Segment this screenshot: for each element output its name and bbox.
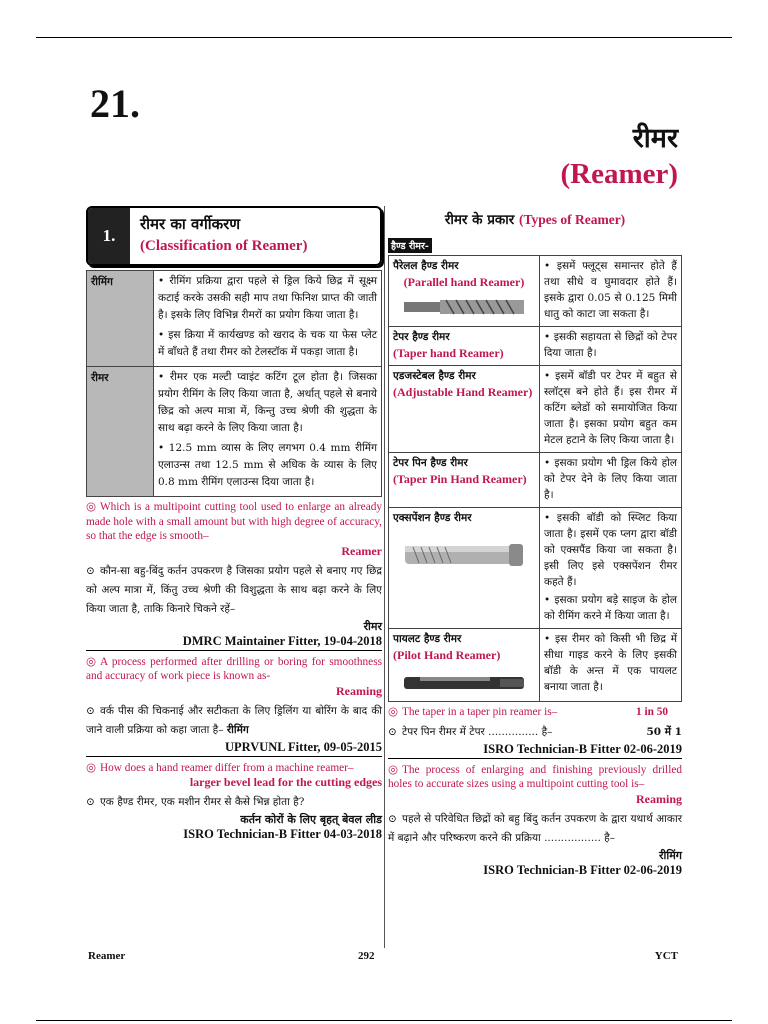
page-number: 292 (358, 950, 375, 962)
reamer-info-cell (540, 508, 682, 629)
reamer-name-cell (389, 508, 540, 629)
reamer-name-cell (389, 629, 540, 702)
question-english: The taper in a taper pin reamer is– (402, 706, 558, 718)
question-hindi: वर्क पीस की चिकनाई और सटीकता के लिए ड्रिलिंग या बोरिंग के बाद की जाने वाली प्रक्रिया को कहा जाता है– (86, 704, 382, 736)
reamer-name-cell (389, 256, 540, 327)
reamer-name-english: (Pilot Hand Reamer) (393, 648, 501, 662)
question-hindi: पहले से परिवेधित छिद्रों को बहु बिंदु कर्तन उपकरण के द्वारा यथार्थ आकार में बढ़ाने और परिष्करण करने की प्रक्रिया ................. है– (388, 812, 682, 844)
question-block (86, 761, 382, 844)
description-cell (154, 271, 382, 367)
reamer-types-table (388, 255, 682, 702)
section-number: 1. (88, 208, 130, 264)
reamer-name-english: (Parallel hand Reamer) (403, 275, 525, 289)
table-row (87, 367, 382, 497)
target-bullet-icon: ◎ (388, 763, 398, 776)
answer-english: Reaming (336, 683, 382, 698)
question-hindi: एक हैण्ड रीमर, एक मशीन रीमर से कैसे भिन्न होता है? (100, 796, 305, 808)
reamer-name-cell (389, 453, 540, 508)
answer-english: 1 in 50 (635, 706, 668, 718)
reamer-name-english: (Taper Pin Hand Reamer) (393, 472, 527, 486)
expansion-reamer-image (399, 532, 529, 580)
parallel-reamer-image (400, 296, 528, 318)
dot-bullet-icon: ⊙ (388, 725, 397, 738)
bullet-point: • इस क्रिया में कार्यखण्ड को खराद के चक या फेस प्लेट में बाँधते हैं तथा रीमर को टेलस्टॉक में पकड़ा जाता है। (158, 329, 377, 358)
footer-publisher: YCT (654, 950, 678, 962)
reamer-name-cell (389, 366, 540, 453)
reamer-name-hindi: एडजस्टेबल हैण्ड रीमर (393, 370, 476, 382)
dot-bullet-icon: ⊙ (388, 812, 397, 825)
classification-table (86, 270, 382, 497)
right-column (388, 206, 682, 883)
table-row (389, 629, 682, 702)
table-row (389, 453, 682, 508)
bullet-point: • इसका प्रयोग बड़े साइज के होल को रीमिंग करने में किया जाता है। (544, 594, 677, 622)
bullet-point: • इसमें फ्लूट्स समान्तर होते हैं तथा सीधे व घुमावदार होते हैं। इसके द्वारा 0.05 से 0.125 मिमी धातु को काटा जा सकता है। (544, 260, 677, 320)
term-cell: रीमर (87, 367, 154, 497)
table-row (389, 327, 682, 366)
reamer-info-cell (540, 327, 682, 366)
question-block (86, 500, 382, 651)
question-block (388, 763, 682, 879)
pilot-reamer-image (400, 669, 528, 695)
column-divider (384, 206, 385, 948)
reamer-name-hindi: पैरेलल हैण्ड रीमर (393, 260, 459, 272)
types-heading-english: (Types of Reamer) (518, 212, 626, 227)
answer-hindi: रीमिंग (226, 723, 249, 736)
question-english: How does a hand reamer differ from a machine reamer– (100, 761, 354, 774)
answer-hindi: रीमिंग (659, 848, 682, 862)
section-title-english: (Classification of Reamer) (140, 238, 308, 254)
left-column (86, 206, 382, 847)
reamer-name-cell (389, 327, 540, 366)
top-rule (36, 37, 732, 38)
table-row (389, 508, 682, 629)
chapter-number: 21. (90, 81, 140, 126)
exam-source: UPRVUNL Fitter, 09-05-2015 (86, 740, 382, 757)
question-block (388, 705, 682, 759)
answer-hindi: कर्तन कोरों के लिए बृहत् बेवल लीड (240, 813, 382, 826)
chapter-title-hindi: रीमर (632, 123, 678, 154)
reamer-name-hindi: पायलट हैण्ड रीमर (393, 633, 462, 645)
question-english: A process performed after drilling or boring for smoothness and accuracy of work piece is known as- (86, 655, 382, 682)
bullet-point: • इसमें बॉडी पर टेपर में बहुत से स्लॉट्स बने होते हैं। इस रीमर में कटिंग ब्लेडों को समायोजित किया जाता है। इसका प्रयोग बहुत कम मेटल हटाने के लिए किया जाता है। (544, 370, 677, 446)
dot-bullet-icon: ⊙ (86, 796, 95, 808)
exam-source: DMRC Maintainer Fitter, 19-04-2018 (86, 634, 382, 651)
exam-source: ISRO Technician-B Fitter 02-06-2019 (388, 742, 682, 759)
bullet-point: • रीमर एक मल्टी प्वाइंट कटिंग टूल होता है। जिसका प्रयोग रीमिंग के लिए किया जाता है, अर्थात् पहले से बनाये छिद्र को अल्प मात्रा में, किन्तु उच्च श्रेणी की शुद्धता के साथ बढ़ा करने के लिए किया जाता है। (158, 371, 377, 434)
reamer-info-cell (540, 453, 682, 508)
exam-source: ISRO Technician-B Fitter 04-03-2018 (183, 827, 382, 841)
question-hindi: टेपर पिन रीमर में टेपर ............... है– (402, 725, 553, 738)
dot-bullet-icon: ⊙ (86, 564, 95, 577)
description-cell (154, 367, 382, 497)
question-english: Which is a multipoint cutting tool used to enlarge an already made hole with a small amount but with high degree of accuracy, so that the edge is smooth– (86, 501, 382, 542)
bullet-point: • इसका प्रयोग भी ड्रिल किये होल को टेपर देने के लिए किया जाता है। (544, 457, 677, 501)
bullet-point: • इसकी सहायता से छिद्रों को टेपर दिया जाता है। (544, 331, 677, 359)
question-english: The process of enlarging and finishing previously drilled holes to accurate sizes using a multipoint cutting tool is– (388, 763, 682, 790)
section-heading (86, 206, 382, 266)
bullet-point: • रीमिंग प्रक्रिया द्वारा पहले से ड्रिल किये छिद्र में सूक्ष्म कटाई करके उसकी सही माप तथा फिनिश प्राप्त की जाती है। इसके लिए विभिन्न रीमरों का प्रयोग किया जाता है। (158, 275, 377, 321)
reamer-name-hindi: टेपर पिन हैण्ड रीमर (393, 457, 468, 469)
hand-reamer-tag: हैण्ड रीमर- (388, 238, 432, 253)
reamer-info-cell (540, 256, 682, 327)
reamer-name-english: (Adjustable Hand Reamer) (393, 385, 533, 399)
table-row (87, 271, 382, 367)
answer-hindi: 50 में 1 (646, 725, 682, 738)
answer-english: larger bevel lead for the cutting edges (189, 775, 382, 789)
target-bullet-icon: ◎ (388, 706, 398, 718)
term-cell: रीमिंग (87, 271, 154, 367)
question-block (86, 655, 382, 757)
table-row (389, 256, 682, 327)
question-hindi: कौन-सा बहु-बिंदु कर्तन उपकरण है जिसका प्रयोग पहले से बनाए गए छिद्र को अल्प मात्रा में, किंतु उच्च श्रेणी की विशुद्धता के साथ बढ़ा करने के लिए किया जाता है, ताकि किनारे चिकने रहें– (86, 564, 382, 615)
section-title-hindi: रीमर का वर्गीकरण (140, 215, 241, 233)
answer-english: Reamer (341, 543, 382, 558)
reamer-info-cell (540, 366, 682, 453)
reamer-name-hindi: एक्सपेंशन हैण्ड रीमर (393, 512, 472, 524)
footer-chapter-name: Reamer (88, 950, 126, 962)
target-bullet-icon: ◎ (86, 501, 96, 513)
bottom-rule (36, 1020, 732, 1021)
reamer-info-cell (540, 629, 682, 702)
answer-english: Reaming (636, 791, 682, 806)
types-heading-hindi: रीमर के प्रकार (444, 212, 515, 228)
types-heading (388, 210, 682, 228)
exam-source: ISRO Technician-B Fitter 02-06-2019 (483, 862, 682, 877)
bullet-point: • 12.5 mm व्यास के लिए लगभग 0.4 mm रीमिंग एलाउन्स तथा 12.5 mm से अधिक के व्यास के लिए 0.8 mm रीमिंग एलाउन्स दिया जाता है। (158, 442, 377, 488)
answer-hindi: रीमर (363, 619, 382, 633)
dot-bullet-icon: ⊙ (86, 704, 95, 717)
table-row (389, 366, 682, 453)
target-bullet-icon: ◎ (86, 761, 96, 774)
bullet-point: • इसकी बॉडी को स्प्लिट किया जाता है। इसमें एक प्लग द्वारा बॉडी को एक्सपैंड किया जा सकता है। इसी लिए इसे एक्सपेंशन रीमर कहते हैं। (544, 512, 677, 588)
reamer-name-english: (Taper hand Reamer) (393, 346, 504, 360)
target-bullet-icon: ◎ (86, 655, 96, 668)
chapter-title-english: (Reamer) (560, 158, 678, 190)
bullet-point: • इस रीमर को किसी भी छिद्र में सीधा गाइड करने के लिए इसकी बॉडी के अन्त में एक पायलट बनाया जाता है। (544, 633, 677, 693)
reamer-name-hindi: टेपर हैण्ड रीमर (393, 331, 450, 343)
